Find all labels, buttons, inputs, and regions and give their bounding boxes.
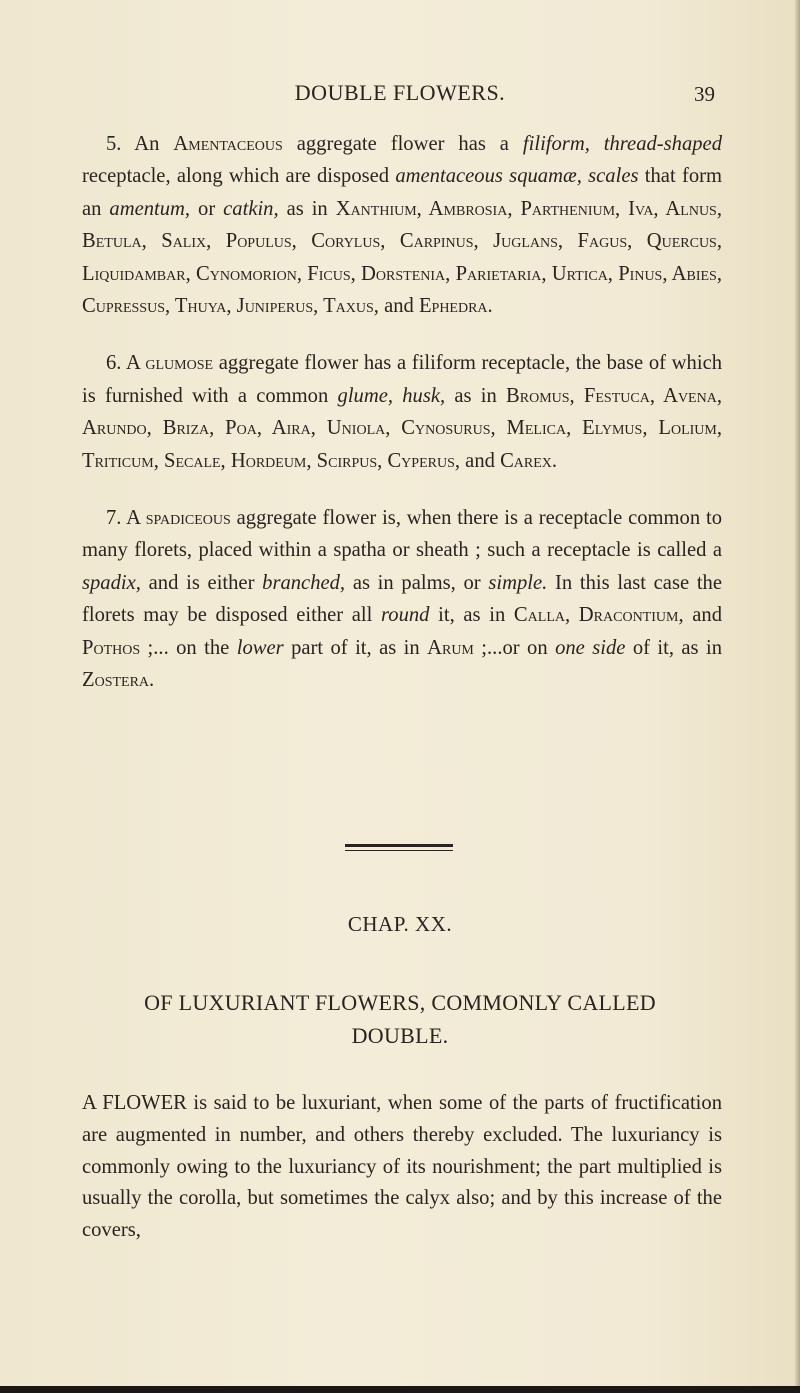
text-run: of it, as in <box>625 636 723 659</box>
text-run: part of it, as in <box>283 636 428 659</box>
italic-term: amentum, <box>109 197 191 220</box>
running-head <box>0 80 800 112</box>
text-run: as in <box>445 384 507 407</box>
text-run: as in <box>278 197 336 220</box>
paragraph-6 <box>82 347 722 477</box>
italic-term: spadix, <box>82 571 141 594</box>
text-run: ;...or on <box>473 636 556 659</box>
genus-name: Carex. <box>500 449 558 472</box>
chapter-title: OF LUXURIANT FLOWERS, COMMONLY CALLED DOUBLE. <box>144 990 656 1048</box>
italic-term: lower <box>236 636 284 659</box>
body-text <box>82 128 722 722</box>
text-run: or <box>190 197 224 220</box>
text-run: 7. A <box>106 507 146 530</box>
chapter-number: CHAP. XX. <box>347 912 453 936</box>
running-title: DOUBLE FLOWERS. <box>294 80 506 105</box>
page-edge-shadow <box>794 0 800 1393</box>
genus-list: Xanthium, Ambrosia, Parthenium, Iva, Alnus, Betula, Salix, Populus, Corylus, Carpinus, Juglans, Fagus, Quercus, Liquidambar, Cynomorion, Ficus, Dorstenia, Parietaria, Urtica, Pinus, Abies, Cupressus, Thuya, Juniperus, Taxus, <box>82 197 722 318</box>
genus-list: Calla, Dracontium, <box>513 604 684 627</box>
genus-name: Ephedra. <box>418 295 493 318</box>
genus-list: Bromus, Festuca, Avena, Arundo, Briza, Poa, Aira, Uniola, Cynosurus, Melica, Elymus, Lolium, Triticum, Secale, Hordeum, Scirpus, Cyperus, <box>82 384 722 472</box>
text-run: aggregate flower is, when there is a receptacle common to many florets, placed within a spatha or sheath ; such a receptacle is called a <box>82 507 722 562</box>
italic-term: one side <box>555 636 626 659</box>
text-run: and <box>460 449 501 472</box>
genus-name: Pothos <box>82 636 141 659</box>
italic-term: glume, husk, <box>337 384 446 407</box>
genus-name: Zostera. <box>82 669 155 692</box>
section-divider <box>345 844 453 851</box>
text-run: as in palms, or <box>345 571 489 594</box>
genus-name: Arum <box>427 636 474 659</box>
text-run: and is either <box>140 571 263 594</box>
italic-term: simple. <box>488 571 548 594</box>
italic-term: round <box>381 604 430 627</box>
scan-bottom-edge <box>0 1386 800 1393</box>
text-run: it, as in <box>429 604 514 627</box>
italic-term: filiform, thread-shaped <box>522 133 722 155</box>
text-run: and <box>378 295 419 318</box>
paragraph-7 <box>82 502 722 696</box>
text-run: aggregate flower has a filiform receptacle, the base of which is furnished with a common <box>82 352 723 407</box>
chapter-intro <box>82 1088 722 1272</box>
text-run: and <box>683 604 723 627</box>
divider-thin-line <box>345 850 453 851</box>
small-caps-term: spadiceous <box>145 507 231 530</box>
text-run: that form an <box>82 165 722 220</box>
text-run: aggregate flower has a <box>282 133 523 155</box>
text-run: In this last case the florets may be disposed either all <box>82 571 722 627</box>
divider-thick-line <box>345 844 453 847</box>
small-caps-term: Amentaceous <box>173 133 283 155</box>
paragraph-5 <box>82 128 722 322</box>
text-run: ;... on the <box>140 636 237 659</box>
italic-term: catkin, <box>223 197 279 220</box>
text-run: 6. A <box>106 352 146 375</box>
page-number: 39 <box>694 82 715 106</box>
text-run: 5. An <box>106 133 174 155</box>
italic-term: branched, <box>262 571 346 594</box>
italic-term: amentaceous squamæ, scales <box>395 165 639 188</box>
text-run: receptacle, along which are disposed <box>82 165 396 188</box>
small-caps-term: glumose <box>145 352 214 375</box>
chapter-intro-paragraph: A FLOWER is said to be luxuriant, when some of the parts of fructification are augmented in number, and others thereby excluded. The luxuriancy is commonly owing to the luxuriancy of its nourishment; the part multiplied is usually the corolla, but sometimes the calyx also; and by this increase of the covers, <box>82 1092 722 1242</box>
